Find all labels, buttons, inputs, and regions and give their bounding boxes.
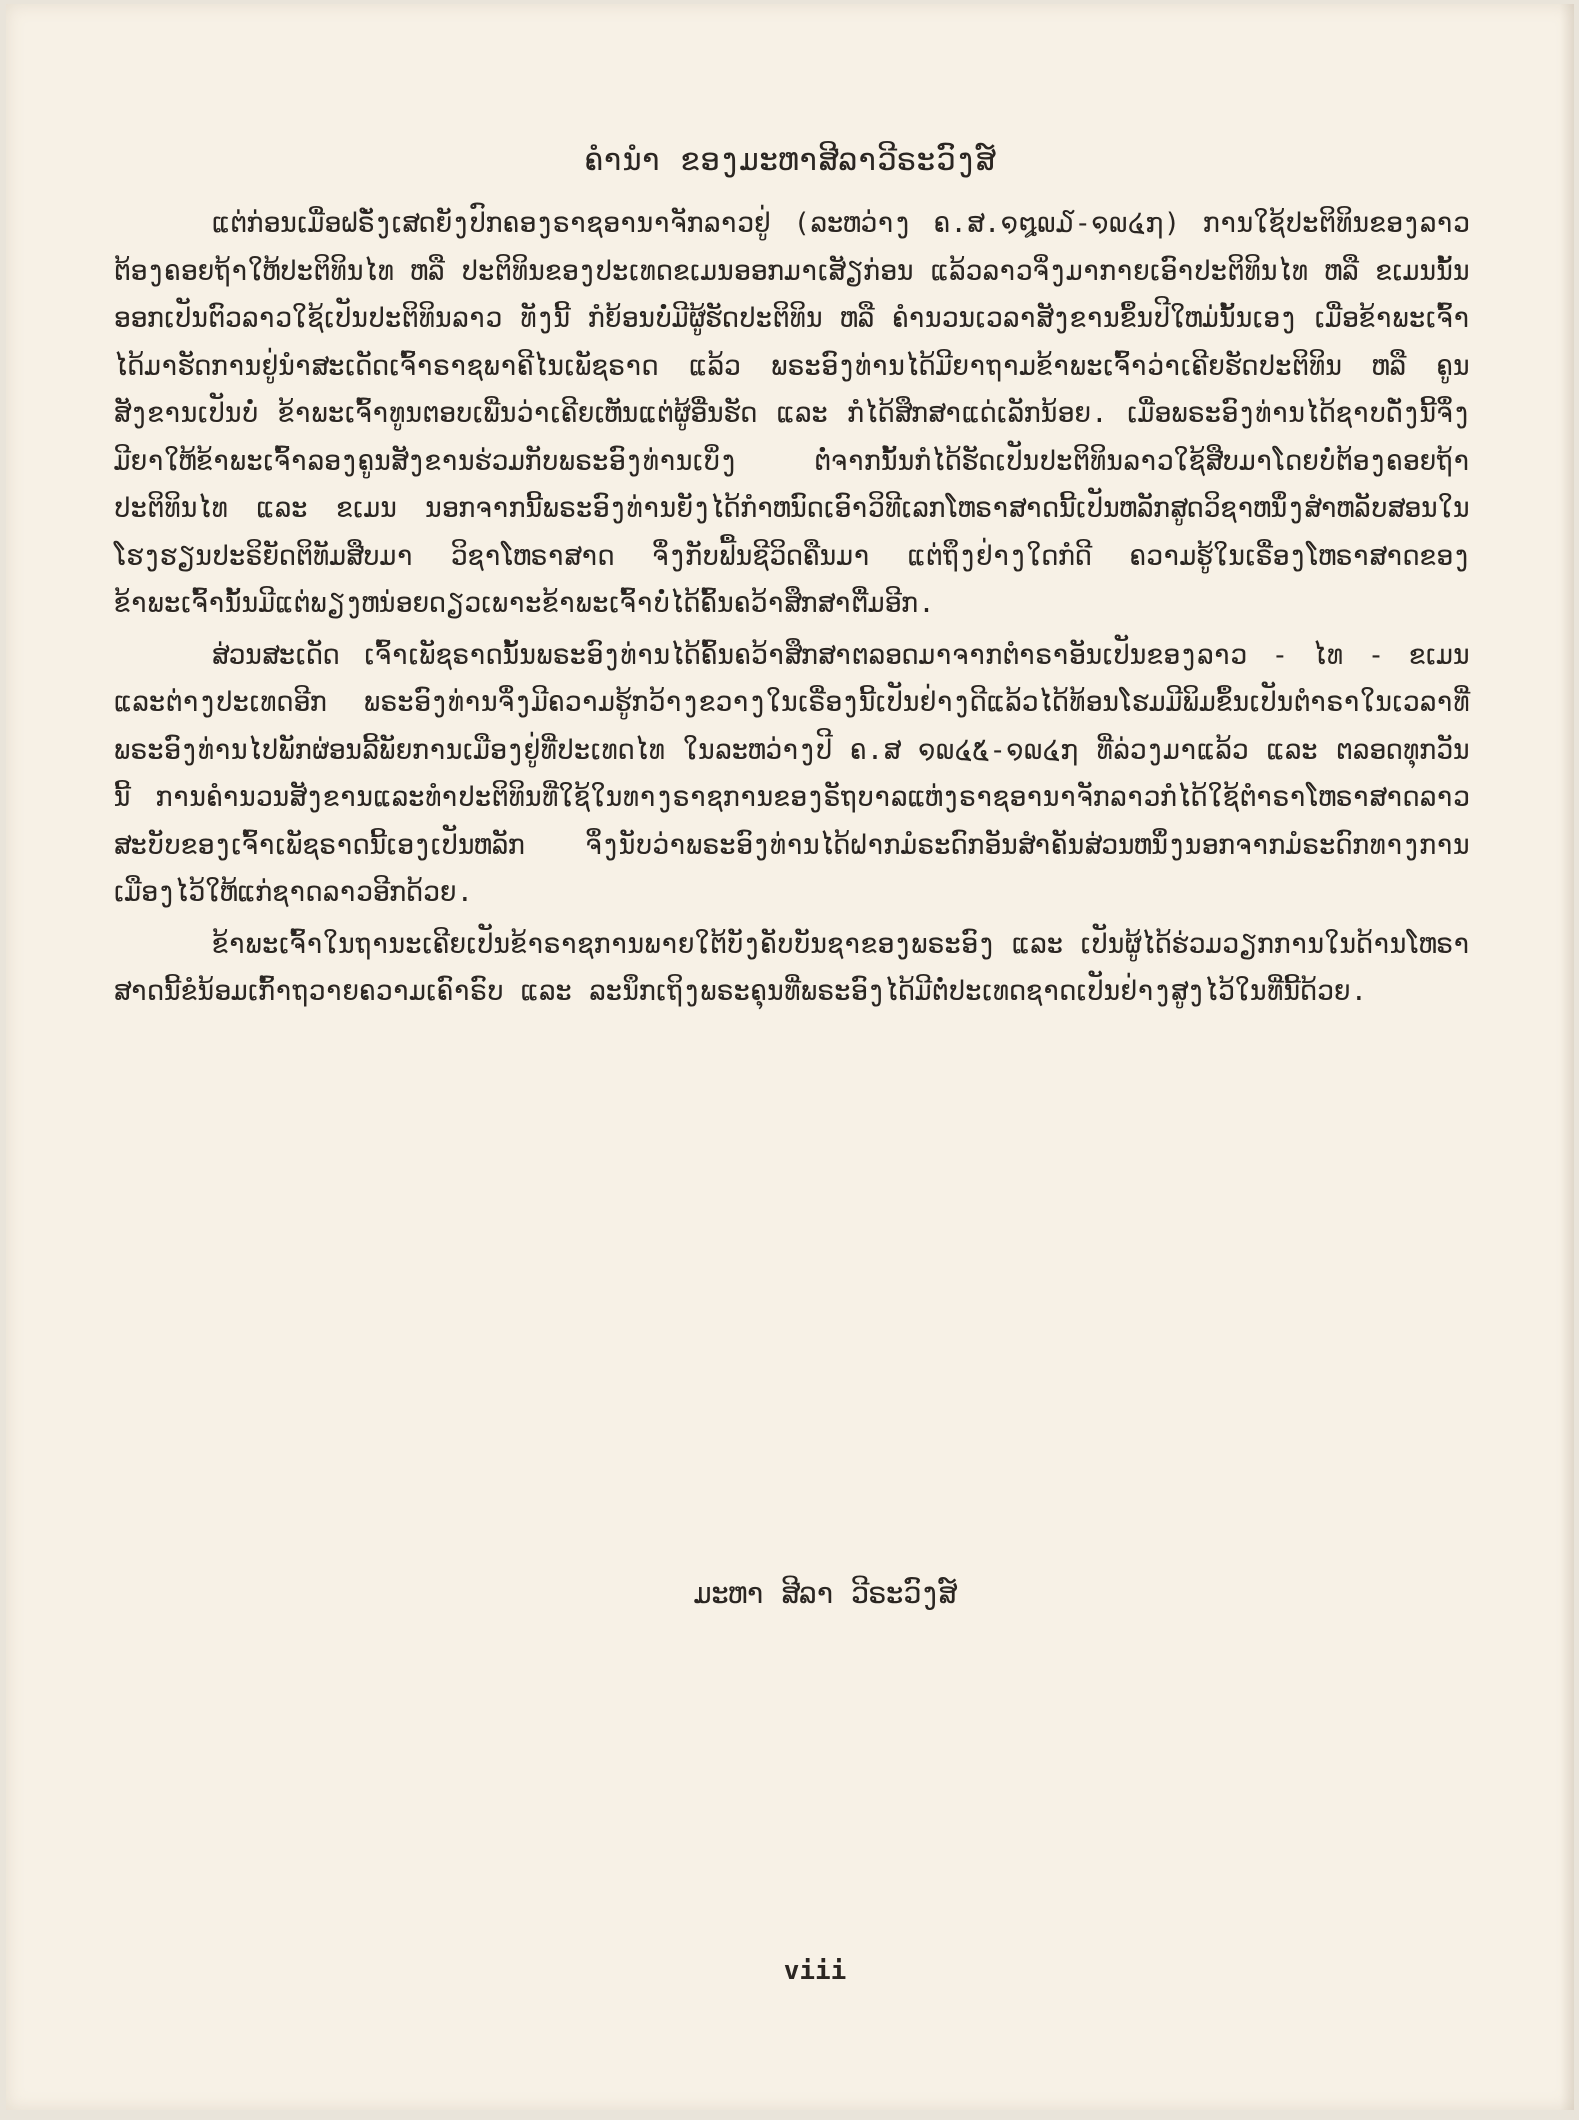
page-edge-shadow <box>1560 4 1574 2110</box>
signature: ມະຫາ ສີລາ ວີຣະວົງສ໌ <box>694 1576 956 1610</box>
paragraph-1: ແຕ່ກ່ອນເມື່ອຝຣັ່ງເສດຍັງປົກຄອງຣາຊອານາຈັກລາວຢູ່ (ລະຫວ່າງ ຄ.ສ.໑໘໙໓-໑໙໔໗) ການໃຊ້ປະຕິທິນຂອງລາວຕ້ອງຄອຍຖ້າໃຫ້ປະຕິທິນໄທ ຫລື ປະຕິທິນຂອງປະເທດຂເມນອອກມາເສັຽກ່ອນ ແລ້ວລາວຈິ່ງມາກາຍເອົາປະຕິທິນໄທ ຫລື ຂເມນນັ້ນອອກເປັນຕົວລາວໃຊ້ເປັນປະຕິທິນລາວ ທັງນີ້ ກໍຍ້ອນບໍ່ມີຜູ້ຮັດປະຕິທິນ ຫລື ຄຳນວນເວລາສັງຂານຂຶ້ນປີໃຫມ່ນັ້ນເອງ ເມື່ອຂ້າພະເຈົ້າໄດ້ມາຮັດການຢູ່ນຳສະເດັດເຈົ້າຣາຊພາຄີໄນເພັຊຣາດ ແລ້ວ ພຣະອົງທ່ານໄດ້ມີຍາຖາມຂ້າພະເຈົ້າວ່າເຄີຍຮັດປະຕິທິນ ຫລື ຄູນສັງຂານເປັນບໍ່ ຂ້າພະເຈົ້າທູນຕອບເພີ່ນວ່າເຄີຍເຫັນແຕ່ຜູ້ອື່ນຮັດ ແລະ ກໍໄດ້ສຶກສາແດ່ເລັກນ້ອຍ. ເມື່ອພຣະອົງທ່ານໄດ້ຊາບດັ່ງນີ້ຈຶ່ງມີຍາໃຫ້ຂ້າພະເຈົ້າລອງຄູນສັງຂານຮ່ວມກັບພຣະອົງທ່ານເບິ່ງ ຕໍ່ຈາກນັ້ນກໍໄດ້ຮັດເປັນປະຕິທິນລາວໃຊ້ສືບມາໂດຍບໍ່ຕ້ອງຄອຍຖ້າປະຕິທິນໄທ ແລະ ຂເມນ ນອກຈາກນີ້ພຣະອົງທ່ານຍັງໄດ້ກຳຫນົດເອົາວິທີເລກໂຫຣາສາດນີ້ເປັນຫລັກສູດວິຊາຫນຶ່ງສຳຫລັບສອນໃນໂຮງຮຽນປະຣິຍັດຕິທັມສືບມາ ວິຊາໂຫຣາສາດ ຈຶ່ງກັບຟື້ນຊີວິດຄືນມາ ແຕ່ຖຶງຢ່າງໃດກໍດີ ຄວາມຮູ້ໃນເຣື່ອງໂຫຣາສາດຂອງຂ້າພະເຈົ້ານັ້ນມີແຕ່ພຽງຫນ່ອຍດຽວເພາະຂ້າພະເຈົ້າບໍ່ໄດ້ຄົ້ນຄວ້າສຶກສາຕື່ມອີກ. <box>114 208 1470 619</box>
paragraph-3: ຂ້າພະເຈົ້າໃນຖານະເຄີຍເປັນຂ້າຣາຊການພາຍໃຕ້ບັງຄັບບັນຊາຂອງພຣະອົງ ແລະ ເປັນຜູ້ໄດ້ຮ່ວມວຽກການໃນດ້ານໂຫຣາສາດນີ້ຂໍນ້ອມເກົ້າຖວາຍຄວາມເຄົາຣົບ ແລະ ລະນຶກເຖິງພຣະຄຸນທີ່ພຣະອົງໄດ້ມີຕໍ່ປະເທດຊາດເປັນຢ່າງສູງໄວ້ໃນທີ່ນີ້ດ້ວຍ. <box>114 928 1470 1007</box>
document-body <box>114 200 1470 1020</box>
document-title: ຄຳນຳ ຂອງມະຫາສີລາວີຣະວົງສ໌ <box>584 142 996 178</box>
paragraph-2: ສ່ວນສະເດັດ ເຈົ້າເພັຊຣາດນັ້ນພຣະອົງທ່ານໄດ້ຄົ້ນຄວ້າສຶກສາຕລອດມາຈາກຕຳຣາອັນເປັນຂອງລາວ - ໄທ - ຂເມນ ແລະຕ່າງປະເທດອີກ ພຣະອົງທ່ານຈຶ່ງມີຄວາມຮູ້ກວ້າງຂວາງໃນເຣື່ອງນີ້ເປັນຢ່າງດີແລ້ວໄດ້ທ້ອນໂຮມມີພິມຂຶ້ນເປັນຕຳຣາໃນເວລາທີ່ພຣະອົງທ່ານໄປພັກຜ່ອນລີ້ພັຍການເມືອງຢູ່ທີ່ປະເທດໄທ ໃນລະຫວ່າງປີ ຄ.ສ ໑໙໔໕-໑໙໔໗ ທີ່ລ່ວງມາແລ້ວ ແລະ ຕລອດທຸກວັນນີ້ ການຄຳນວນສັງຂານແລະທຳປະຕິທິນທີ່ໃຊ້ໃນທາງຣາຊການຂອງຣັຖບາລແຫ່ງຣາຊອານາຈັກລາວກໍໄດ້ໃຊ້ຕຳຣາໂຫຣາສາດລາວສະບັບຂອງເຈົ້າເພັຊຣາດນີ້ເອງເປັນຫລັກ ຈຶ່ງນັບວ່າພຣະອົງທ່ານໄດ້ຝາກມໍຣະດົກອັນສຳຄັນສ່ວນຫນຶ່ງນອກຈາກມໍຣະດົກທາງການເມືອງໄວ້ໃຫ້ແກ່ຊາດລາວອີກດ້ວຍ. <box>114 639 1470 908</box>
page-number: viii <box>783 1956 847 1986</box>
document-page <box>6 4 1574 2110</box>
